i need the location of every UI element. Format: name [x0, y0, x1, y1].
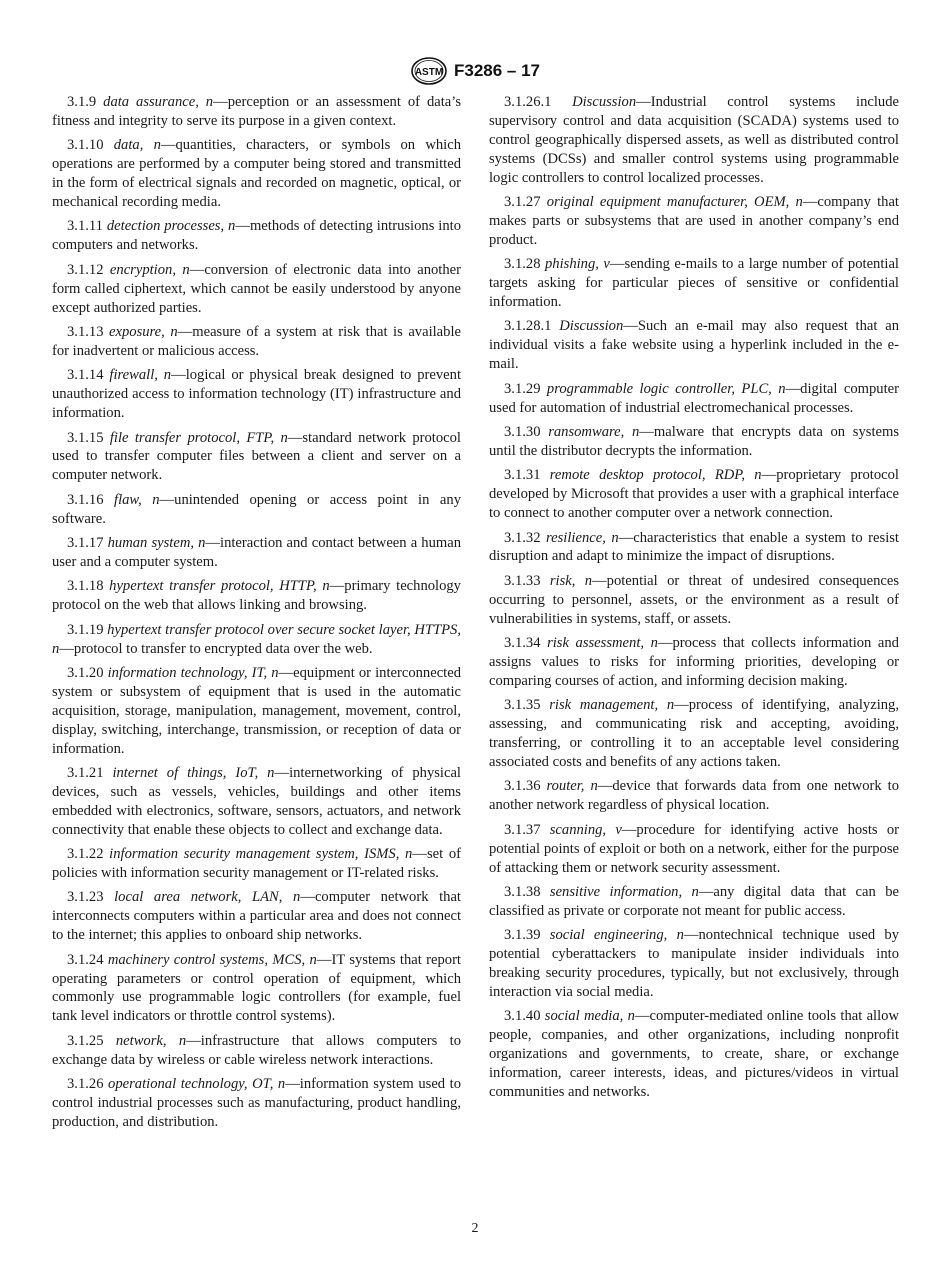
entry-definition: —logical or physical break designed to prevent unauthorized access to information technology (IT) infrastructure and information.	[52, 367, 461, 422]
definition-entry	[52, 764, 461, 840]
entry-number: 3.1.37	[504, 821, 541, 838]
entry-definition: —interaction and contact between a human user and a computer system.	[52, 535, 461, 570]
entry-term: machinery control systems, MCS, n	[107, 951, 317, 968]
definition-entry	[52, 888, 461, 945]
entry-definition: —Such an e-mail may also request that an individual visits a fake website using a hyperlink included in the e-mail.	[489, 318, 899, 373]
entry-term: programmable logic controller, PLC, n	[546, 380, 786, 397]
entry-definition: —equipment or interconnected system or subsystem of equipment that is used in the automatic acquisition, storage, manipulation, management, movement, control, display, switching, interchange, transmission, or reception of data or information.	[52, 664, 462, 757]
entry-definition: —nontechnical technique used by potential cyberattackers to manipulate insider individuals into breaking security procedures, typically, but not exclusively, through interaction via social media.	[489, 927, 899, 1000]
entry-term: Discussion	[559, 318, 624, 335]
entry-number: 3.1.26.1	[504, 94, 552, 110]
document-id: F3286 – 17	[453, 61, 540, 80]
entry-term: ransomware, n	[548, 424, 640, 440]
entry-definition: —infrastructure that allows computers to exchange data by wireless or cable wireless network interactions.	[52, 1032, 461, 1068]
definition-entry	[52, 93, 461, 131]
entry-definition: —any digital data that can be classified as private or corporate not meant for public access.	[489, 883, 899, 919]
definition-entry	[52, 429, 461, 486]
entry-definition: —quantities, characters, or symbols on which operations are performed by a computer being stored and transmitted in the form of electrical signals and recorded on magnetic, optical, or mechanical recording media.	[52, 137, 462, 211]
entry-definition: —primary technology protocol on the web that allows linking and browsing.	[52, 578, 461, 614]
entry-definition: —standard network protocol used to transfer computer files between a client and server on a computer network.	[52, 429, 461, 484]
entry-term: phishing, v	[545, 256, 610, 273]
entry-number: 3.1.29	[504, 380, 541, 397]
entry-term: scanning, v	[549, 821, 622, 838]
entry-term: flaw, n	[114, 491, 160, 508]
page-number: 2	[471, 1221, 479, 1236]
astm-logo-icon	[410, 56, 448, 86]
entry-number: 3.1.25	[67, 1032, 104, 1049]
definition-entry	[52, 577, 461, 615]
entry-definition: —protocol to transfer to encrypted data over the web.	[59, 640, 373, 657]
definition-entry	[489, 423, 899, 461]
entry-definition: —internetworking of physical devices, such as vessels, vehicles, buildings and other items embedded with electronics, software, sensors, actuators, and network connectivity that enable these objects to collect and exchange data.	[52, 765, 461, 838]
entry-term: router, n	[546, 778, 598, 795]
entry-number: 3.1.15	[67, 429, 104, 446]
entry-definition: —methods of detecting intrusions into computers and networks.	[52, 218, 461, 254]
entry-term: detection processes, n	[106, 218, 236, 235]
entry-term: remote desktop protocol, RDP, n	[549, 467, 762, 484]
entry-number: 3.1.28	[504, 256, 541, 273]
definition-entry	[52, 534, 461, 572]
entry-number: 3.1.39	[504, 927, 541, 944]
entry-term: hypertext transfer protocol, HTTP, n	[109, 578, 330, 595]
definition-entry	[489, 572, 899, 629]
definition-entry	[489, 777, 899, 815]
entry-definition: —computer-mediated online tools that allow people, companies, and other organizations, including nonprofit organizations and governments, to create, share, or exchange information, career interests, ideas, and pictures/videos in virtual communities and networks.	[489, 1008, 899, 1100]
entry-number: 3.1.35	[504, 697, 541, 714]
entry-definition: —IT systems that report operating parameters or control operation of equipment, which commonly use programmable logic controllers (for example, fuel tank level indicators or throttle control systems).	[52, 951, 461, 1025]
right-column	[489, 93, 899, 1107]
entry-number: 3.1.28.1	[504, 318, 552, 335]
entry-term: file transfer protocol, FTP, n	[109, 429, 288, 446]
entry-term: data assurance, n	[103, 94, 214, 110]
entry-term: risk assessment, n	[547, 635, 658, 652]
definition-entry	[52, 136, 461, 212]
definition-entry	[52, 1032, 461, 1070]
entry-definition: —perception or an assessment of data’s fitness and integrity to serve its purpose in a given context.	[52, 94, 461, 129]
entry-number: 3.1.11	[67, 218, 103, 235]
entry-definition: —measure of a system at risk that is available for inadvertent or malicious access.	[52, 323, 461, 359]
entry-definition: —procedure for identifying active hosts or potential points of exploit or both on a network, either for the purpose of attacking them or network security assessment.	[489, 821, 899, 876]
definition-entry	[52, 845, 461, 883]
entry-definition: —computer network that interconnects computers within a particular area and does not connect to the internet; this applies to onboard ship networks.	[52, 889, 461, 944]
entry-term: risk, n	[549, 572, 593, 589]
entry-term: network, n	[115, 1032, 187, 1049]
entry-term: social media, n	[544, 1008, 635, 1025]
entry-definition: —malware that encrypts data on systems until the distributor decrypts the information.	[489, 424, 900, 459]
definition-entry	[489, 821, 899, 878]
entry-number: 3.1.32	[504, 529, 541, 546]
definition-entry	[52, 366, 461, 423]
entry-number: 3.1.22	[67, 846, 104, 863]
page-header	[0, 56, 950, 86]
entry-term: local area network, LAN, n	[114, 889, 301, 906]
definition-entry	[489, 93, 899, 188]
definition-entry	[52, 323, 461, 361]
definition-entry	[489, 317, 899, 374]
definition-entry	[489, 255, 899, 312]
entry-definition: —conversion of electronic data into another form called ciphertext, which cannot be easily understood by anyone except authorized parties.	[52, 261, 461, 316]
definition-entry	[489, 926, 899, 1002]
entry-term: data, n	[113, 137, 161, 154]
entry-number: 3.1.33	[504, 572, 541, 589]
definition-entry	[52, 621, 461, 659]
entry-number: 3.1.12	[67, 261, 104, 278]
entry-number: 3.1.14	[67, 367, 104, 384]
entry-number: 3.1.27	[504, 194, 541, 211]
entry-term: information security management system, ISMS, n	[109, 846, 413, 863]
entry-term: human system, n	[107, 535, 206, 552]
entry-term: social engineering, n	[549, 927, 684, 944]
entry-number: 3.1.26	[67, 1076, 104, 1093]
entry-term: exposure, n	[109, 323, 178, 340]
definition-entry	[52, 1075, 461, 1132]
entry-term: resilience, n	[546, 529, 619, 546]
entry-definition: —sending e-mails to a large number of potential targets asking for particular pieces of sensitive or confidential information.	[489, 256, 899, 311]
entry-definition: —Industrial control systems include supervisory control and data acquisition (SCADA) systems used to control geographically dispersed assets, as well as distributed control systems (DCSs) and smaller control systems using programmable logic controllers to control localized processes.	[489, 94, 899, 186]
entry-number: 3.1.10	[67, 137, 104, 154]
entry-number: 3.1.20	[67, 664, 104, 681]
entry-definition: —proprietary protocol developed by Microsoft that provides a user with a graphical interface to connect to another computer over a network connection.	[489, 467, 899, 522]
entry-number: 3.1.9	[67, 94, 97, 110]
entry-definition: —characteristics that enable a system to resist disruption and adapt to minimize the impact of disruptions.	[489, 529, 899, 565]
definition-entry	[489, 634, 899, 691]
entry-term: operational technology, OT, n	[108, 1076, 286, 1093]
entry-term: hypertext transfer protocol over secure socket layer, HTTPS, n	[52, 621, 461, 657]
definition-entry	[52, 261, 461, 318]
entry-term: internet of things, IoT, n	[112, 765, 275, 781]
entry-term: risk management, n	[549, 697, 675, 714]
entry-term: original equipment manufacturer, OEM, n	[546, 194, 803, 211]
definition-entry	[52, 217, 461, 255]
entry-definition: —digital computer used for automation of industrial electromechanical processes.	[489, 380, 899, 416]
entry-definition: —device that forwards data from one network to another network regardless of physical location.	[489, 778, 900, 814]
entry-number: 3.1.13	[67, 323, 104, 340]
entry-number: 3.1.38	[504, 883, 541, 900]
entry-definition: —process that collects information and assigns values to risks for informing priorities, developing or comparing courses of action, and informing decision making.	[489, 635, 899, 689]
entry-number: 3.1.16	[67, 491, 104, 508]
entry-definition: —company that makes parts or subsystems that are used in another company’s end product.	[489, 194, 899, 248]
entry-term: encryption, n	[109, 261, 190, 278]
entry-definition: —process of identifying, analyzing, assessing, and communicating risk and accepting, avoiding, transferring, or controlling it to an acceptable level considering associated costs and benefits of any actions taken.	[489, 697, 899, 770]
left-column	[52, 93, 461, 1137]
entry-definition: —set of policies with information security management or IT-related risks.	[52, 846, 461, 882]
entry-definition: —unintended opening or access point in any software.	[52, 491, 461, 527]
entry-number: 3.1.23	[67, 889, 104, 906]
definition-entry	[489, 696, 899, 772]
definition-entry	[489, 380, 899, 418]
entry-number: 3.1.18	[67, 578, 104, 595]
entry-term: information technology, IT, n	[107, 664, 279, 681]
entry-term: Discussion	[572, 94, 637, 110]
entry-term: firewall, n	[109, 367, 172, 384]
entry-number: 3.1.34	[504, 635, 541, 652]
logo-text: ASTM	[414, 67, 444, 78]
definition-entry	[489, 466, 899, 523]
entry-definition: —potential or threat of undesired consequences occurring to personnel, assets, or the environment as a result of vulnerabilities in systems, staff, or assets.	[489, 572, 899, 627]
definition-entry	[489, 529, 899, 567]
entry-number: 3.1.40	[504, 1008, 541, 1025]
entry-number: 3.1.19	[67, 621, 104, 638]
entry-number: 3.1.31	[504, 467, 541, 484]
entry-number: 3.1.24	[67, 951, 104, 968]
definition-entry	[489, 1007, 899, 1102]
entry-number: 3.1.17	[67, 535, 104, 552]
entry-definition: —information system used to control industrial processes such as manufacturing, product handling, production, and distribution.	[52, 1076, 461, 1130]
definition-entry	[489, 193, 899, 250]
definition-entry	[52, 951, 461, 1027]
definition-entry	[52, 491, 461, 529]
definition-entry	[489, 883, 899, 921]
entry-number: 3.1.36	[504, 778, 541, 795]
entry-number: 3.1.21	[67, 765, 104, 781]
definition-entry	[52, 664, 461, 759]
entry-term: sensitive information, n	[549, 883, 699, 900]
entry-number: 3.1.30	[504, 424, 541, 440]
